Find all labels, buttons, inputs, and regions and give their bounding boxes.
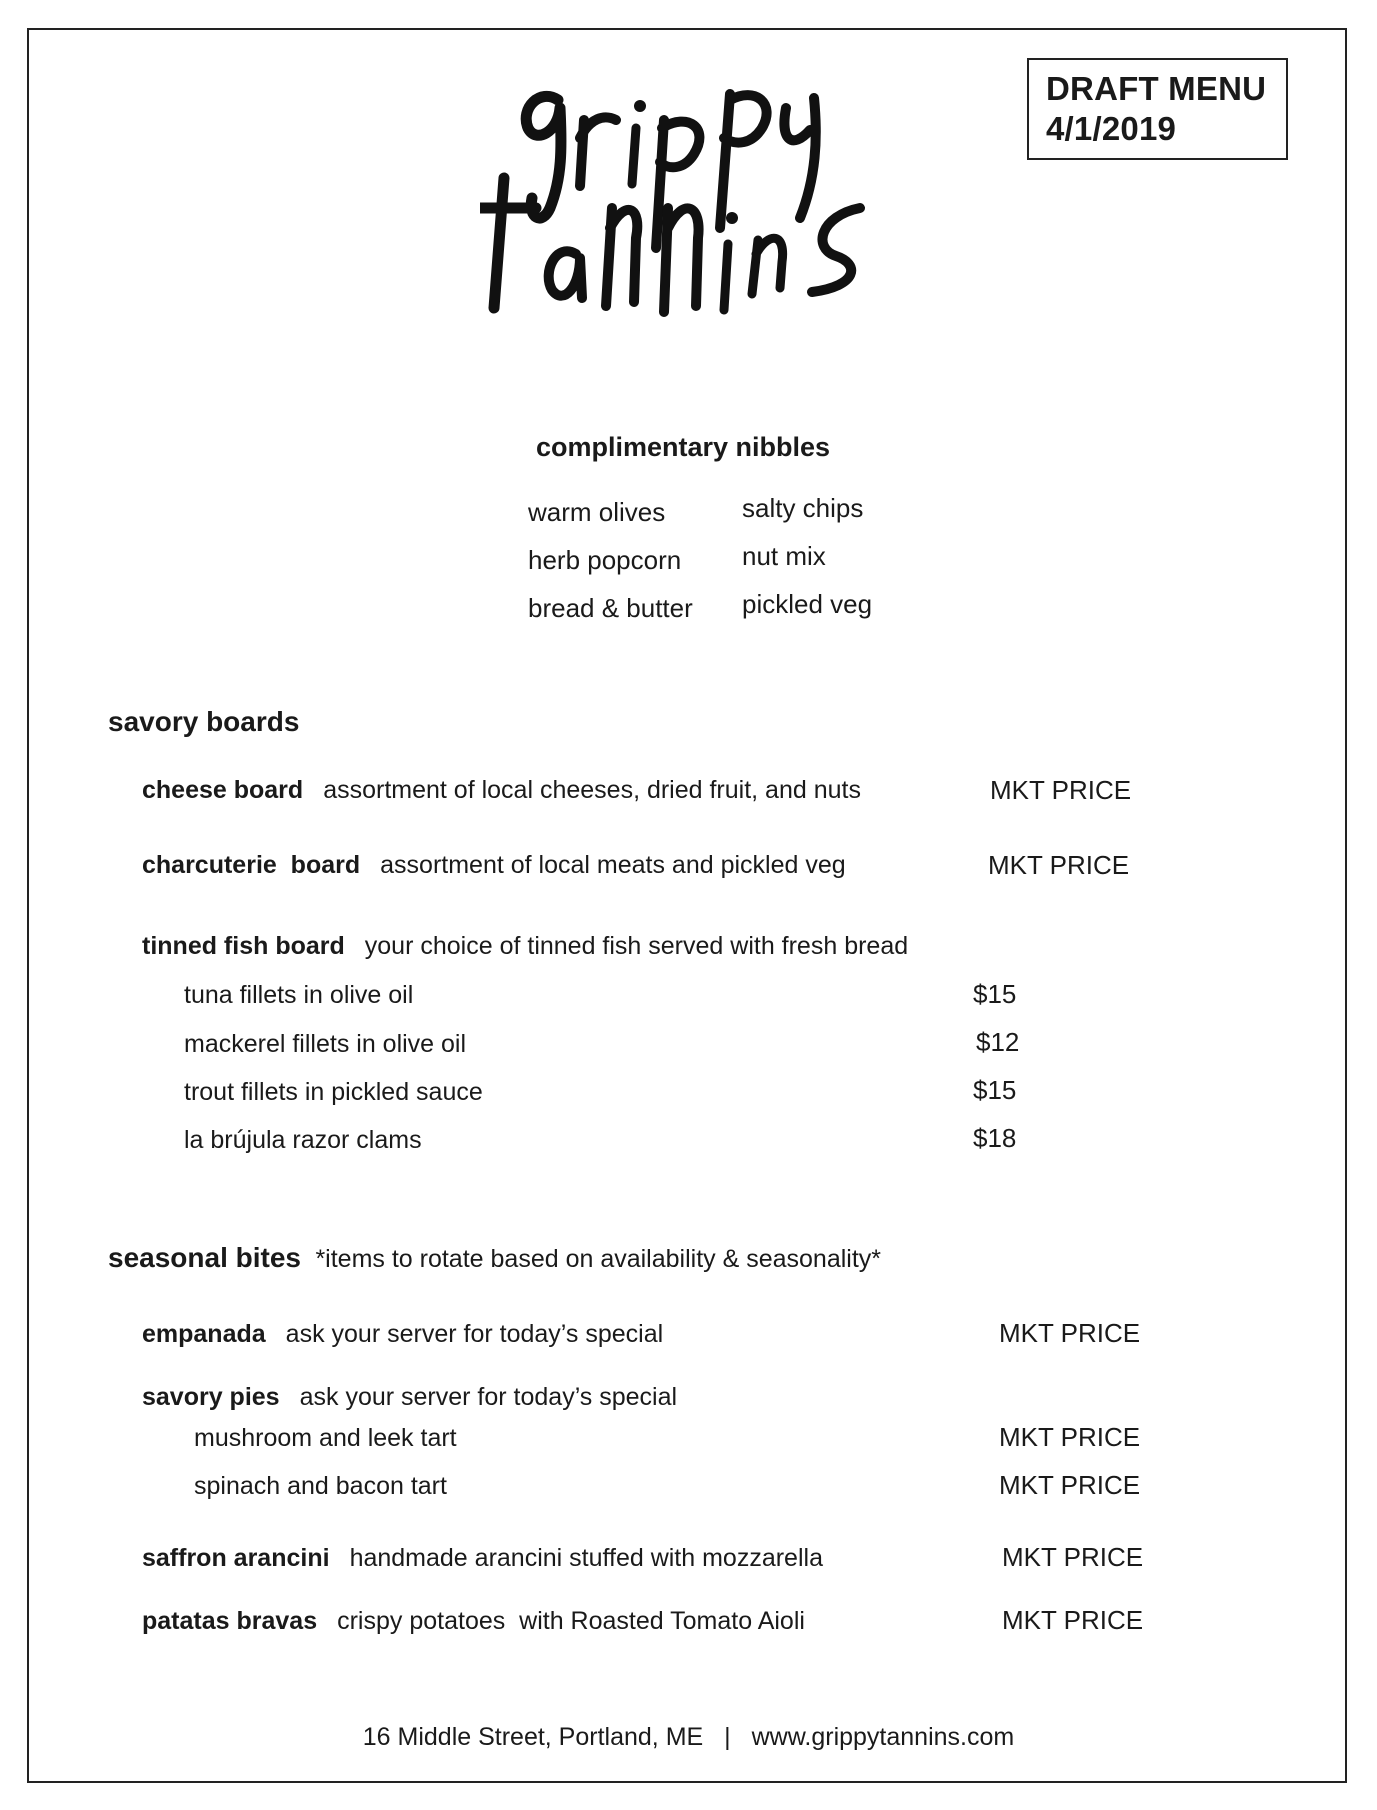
item-name: patatas bravas	[142, 1607, 318, 1635]
badge-date: 4/1/2019	[1046, 110, 1177, 147]
menu-item-savory-pies	[142, 1383, 677, 1412]
menu-item-tinned-fish-board	[142, 932, 908, 961]
footer-address: 16 Middle Street, Portland, ME	[362, 1723, 704, 1751]
item-desc: ask your server for today’s special	[285, 1320, 664, 1348]
menu-item-empanada	[142, 1320, 663, 1349]
item-desc: assortment of local cheeses, dried fruit, and nuts	[323, 776, 861, 804]
sub-item: trout fillets in pickled sauce	[184, 1078, 483, 1106]
item-price: MKT PRICE	[988, 850, 1130, 880]
item-price: MKT PRICE	[990, 775, 1132, 805]
item-desc: your choice of tinned fish served with fresh bread	[364, 932, 909, 960]
item-price: $18	[973, 1123, 1017, 1153]
item-price: MKT PRICE	[999, 1422, 1141, 1452]
nibble-item: pickled veg	[742, 589, 873, 619]
sub-item: mushroom and leek tart	[194, 1424, 457, 1452]
item-price: MKT PRICE	[1002, 1542, 1144, 1572]
footer	[0, 1723, 1377, 1752]
nibble-item: bread & butter	[528, 593, 693, 623]
item-desc: ask your server for today’s special	[299, 1383, 678, 1411]
menu-item-charcuterie-board	[142, 851, 846, 880]
item-name: tinned fish board	[142, 932, 345, 960]
item-price: MKT PRICE	[999, 1470, 1141, 1500]
item-desc: assortment of local meats and pickled veg	[380, 851, 846, 879]
nibble-item: warm olives	[528, 497, 666, 527]
nibble-item: herb popcorn	[528, 545, 682, 575]
section-title-seasonal: seasonal bites	[108, 1242, 301, 1273]
item-price: $15	[973, 979, 1017, 1009]
item-name: empanada	[142, 1320, 266, 1348]
item-name: cheese board	[142, 776, 304, 804]
sub-item: tuna fillets in olive oil	[184, 981, 414, 1009]
nibble-item: salty chips	[742, 493, 864, 523]
item-price: MKT PRICE	[999, 1318, 1141, 1348]
sub-item: mackerel fillets in olive oil	[184, 1030, 467, 1058]
menu-item-patatas-bravas	[142, 1607, 805, 1636]
section-title-savory: savory boards	[108, 706, 300, 737]
menu-item-saffron-arancini	[142, 1544, 823, 1573]
item-name: saffron arancini	[142, 1544, 330, 1572]
footer-website[interactable]: www.grippytannins.com	[751, 1723, 1015, 1751]
nibbles-title: complimentary nibbles	[536, 432, 831, 462]
item-price: $15	[973, 1075, 1017, 1105]
section-note: *items to rotate based on availability & seasonality*	[315, 1245, 882, 1273]
badge-title: DRAFT MENU	[1046, 70, 1267, 107]
item-price: MKT PRICE	[1002, 1605, 1144, 1635]
grippy-tannins-logo	[480, 58, 920, 358]
item-price: $12	[976, 1027, 1020, 1057]
item-desc: crispy potatoes with Roasted Tomato Aioli	[337, 1607, 805, 1635]
draft-menu-badge	[1027, 58, 1288, 160]
nibble-item: nut mix	[742, 541, 826, 571]
section-header-seasonal	[108, 1242, 881, 1274]
sub-item: la brújula razor clams	[184, 1126, 422, 1154]
footer-separator: |	[724, 1723, 731, 1751]
item-desc: handmade arancini stuffed with mozzarella	[349, 1544, 823, 1572]
sub-item: spinach and bacon tart	[194, 1472, 447, 1500]
logo-text-hidden: grippy tannins	[480, 58, 487, 59]
item-name: charcuterie board	[142, 851, 361, 879]
item-name: savory pies	[142, 1383, 280, 1411]
menu-item-cheese-board	[142, 776, 861, 805]
